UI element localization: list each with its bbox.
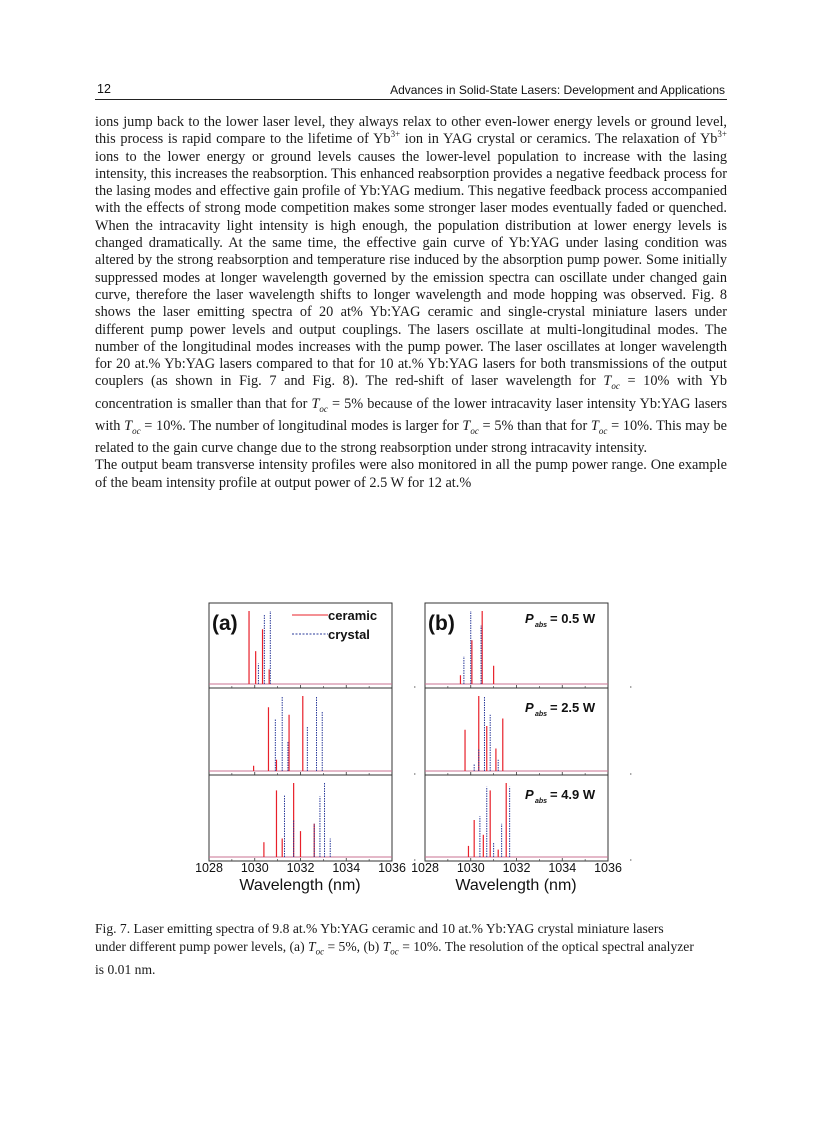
running-title: Advances in Solid-State Lasers: Development and Applications bbox=[390, 83, 725, 97]
svg-text:1034: 1034 bbox=[332, 861, 361, 875]
svg-text:abs: abs bbox=[535, 711, 548, 718]
svg-text:1030: 1030 bbox=[240, 861, 269, 875]
legend bbox=[292, 608, 377, 642]
page-number: 12 bbox=[97, 82, 111, 96]
legend-ceramic: ceramic bbox=[328, 608, 378, 623]
svg-text:= 0.5 W: = 0.5 W bbox=[550, 611, 596, 626]
power-label-1 bbox=[525, 611, 596, 629]
figure-caption: Fig. 7. Laser emitting spectra of 9.8 at.% Yb:YAG ceramic and 10 at.% Yb:YAG crystal miniature lasers under different pump power levels, (a) $T_{oc} = 5\%$, (b) $T_{oc} = 10\%$. The resolution of the optical spectral analyzer is 0.01 nm. bbox=[95, 921, 694, 977]
svg-text:1036: 1036 bbox=[594, 861, 622, 875]
svg-text:= 4.9 W: = 4.9 W bbox=[550, 787, 596, 802]
figure-7 bbox=[180, 598, 640, 898]
svg-text:1032: 1032 bbox=[286, 861, 315, 875]
svg-text:1032: 1032 bbox=[502, 861, 531, 875]
spectra-chart bbox=[180, 598, 640, 898]
svg-text:abs: abs bbox=[535, 622, 548, 629]
power-label-3 bbox=[525, 787, 596, 805]
svg-text:abs: abs bbox=[535, 798, 548, 805]
page-header bbox=[95, 81, 727, 100]
svg-text:1028: 1028 bbox=[195, 861, 223, 875]
panel-b bbox=[425, 603, 631, 861]
svg-text:P: P bbox=[525, 700, 534, 715]
panel-a bbox=[209, 603, 415, 861]
svg-text:1036: 1036 bbox=[378, 861, 406, 875]
svg-text:= 2.5 W: = 2.5 W bbox=[550, 700, 596, 715]
panel-b-label: (b) bbox=[428, 612, 455, 635]
svg-text:1034: 1034 bbox=[548, 861, 577, 875]
svg-text:P: P bbox=[525, 611, 534, 626]
x-tick-labels-a bbox=[195, 861, 406, 875]
x-tick-labels-b bbox=[411, 861, 622, 875]
svg-text:1028: 1028 bbox=[411, 861, 439, 875]
power-label-2 bbox=[525, 700, 596, 718]
panel-a-label: (a) bbox=[212, 612, 238, 635]
body-text bbox=[95, 114, 727, 492]
svg-text:1030: 1030 bbox=[456, 861, 485, 875]
x-axis-label-a: Wavelength (nm) bbox=[239, 877, 361, 894]
paragraph-2: The output beam transverse intensity profiles were also monitored in all the pump power range. One example of the beam intensity profile at output power of 2.5 W for 12 at.% bbox=[95, 457, 727, 491]
legend-crystal: crystal bbox=[328, 627, 370, 642]
x-axis-label-b: Wavelength (nm) bbox=[455, 877, 577, 894]
svg-text:P: P bbox=[525, 787, 534, 802]
paragraph-1: ions jump back to the lower laser level, they always relax to other even-lower energy levels or ground level, this process is rapid compare to the lifetime of $Yb^{3+}$ ion in YAG crystal or ceramics. The relaxation of $Yb^{3+}$ ions to the lower energy or ground levels causes the lower-level population to increase with the lasing intensity, this increases the reabsorption. This enhanced reabsorption provides a negative feedback process for the lasing modes and effective gain profile of Yb:YAG medium. This negative feedback process accompanied with the effects of strong mode competition makes some stronger laser modes eventually faded or quenched. When the intracavity light intensity is high enough, the population distribution at lower energy levels is changed dramatically. At the same time, the effective gain curve of Yb:YAG under lasing condition was altered by the strong reabsorption and temperature rise induced by the absorption pump power. Some initially suppressed modes at longer wavelength governed by the emission spectra can oscillate under changed gain curve, therefore the laser wavelength shifts to longer wavelength and mode hopping was observed. Fig. 8 shows the laser emitting spectra of 20 at% Yb:YAG ceramic and single-crystal miniature lasers under different pump power levels and output couplings. The lasers oscillate at multi-longitudinal modes. The number of the longitudinal modes increases with the pump power. The laser oscillates at longer wavelength for 20 at.% Yb:YAG lasers compared to that for 10 at.% Yb:YAG lasers for both transmissions of the output couplers (as shown in Fig. 7 and Fig. 8). The red-shift of laser wavelength for $T_{oc} = 10\%$ with Yb concentration is smaller than that for $T_{oc} = 5\%$ because of the lower intracavity laser intensity Yb:YAG lasers with $T_{oc} = 10\%$. The number of longitudinal modes is larger for $T_{oc} = 5\%$ than that for $T_{oc} = 10\%$. This may be related to the gain curve change due to the strong reabsorption under strong intracavity intensity. bbox=[95, 114, 728, 456]
